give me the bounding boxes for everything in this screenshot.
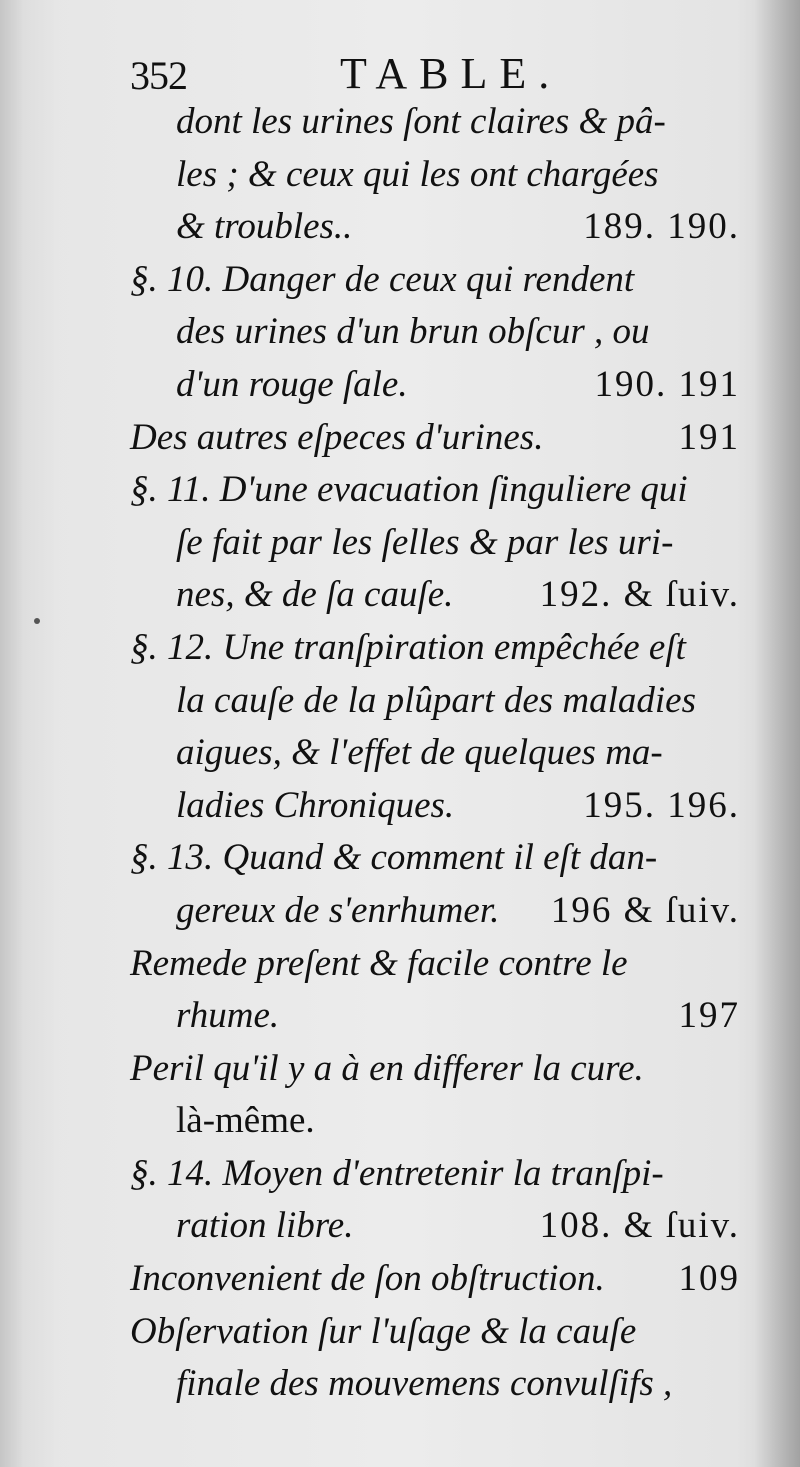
toc-page-ref: 192. & ſuiv. xyxy=(539,574,740,616)
toc-line-text: là-même. xyxy=(176,1100,315,1142)
running-title: TABLE. xyxy=(340,49,562,98)
toc-line-text: nes, & de ſa cauſe. xyxy=(176,574,454,616)
toc-line-text: dont les urines ſont claires & pâ- xyxy=(176,101,666,142)
toc-line-text: Remede preſent & facile contre le xyxy=(130,942,628,984)
toc-line xyxy=(130,149,740,202)
toc-line xyxy=(130,885,740,938)
toc-page-ref: 190. 191 xyxy=(594,363,740,405)
toc-line xyxy=(130,464,740,517)
toc-line-text: ſe fait par les ſelles & par les uri- xyxy=(176,521,674,563)
toc-line xyxy=(130,1095,740,1148)
toc-line xyxy=(130,622,740,675)
toc-line-text: §. 13. Quand & comment il eſt dan- xyxy=(130,837,658,879)
toc-line-text: la cauſe de la plûpart des maladies xyxy=(176,679,696,721)
toc-line-text: Inconvenient de ſon obſtruction. xyxy=(130,1258,605,1300)
toc-line xyxy=(130,1306,740,1359)
toc-line xyxy=(130,412,740,465)
toc-line-text: ration libre. xyxy=(176,1205,354,1247)
toc-line-text: §. 12. Une tranſpiration empêchée eſt xyxy=(130,626,686,668)
toc-line xyxy=(130,1148,740,1201)
page-gutter-shadow xyxy=(0,0,60,1467)
toc-line-text: ladies Chroniques. xyxy=(176,784,455,826)
toc-line xyxy=(130,96,740,149)
toc-page-ref: 197 xyxy=(678,995,740,1037)
toc-page-ref: 195. 196. xyxy=(583,784,740,826)
toc-line-text: §. 14. Moyen d'entretenir la tranſpi- xyxy=(130,1152,664,1194)
toc-line xyxy=(130,359,740,412)
toc-line xyxy=(130,990,740,1043)
toc-line xyxy=(130,569,740,622)
table-of-contents xyxy=(130,96,740,1411)
toc-line-text: des urines d'un brun obſcur , ou xyxy=(176,311,650,353)
page-edge-shadow xyxy=(754,0,800,1467)
toc-line xyxy=(130,517,740,570)
toc-line-text: & troubles.. xyxy=(176,206,353,248)
toc-page-ref: 189. 190. xyxy=(583,206,740,248)
toc-line-text: Des autres eſpeces d'urines. xyxy=(130,416,544,458)
toc-line xyxy=(130,1200,740,1253)
toc-line-text: §. 10. Danger de ceux qui rendent xyxy=(130,258,635,300)
toc-line xyxy=(130,675,740,728)
toc-page-ref: 109 xyxy=(678,1258,740,1300)
toc-line xyxy=(130,1358,740,1411)
toc-line xyxy=(130,832,740,885)
toc-line-text: §. 11. D'une evacuation ſinguliere qui xyxy=(130,469,688,511)
toc-page-ref: 108. & ſuiv. xyxy=(539,1205,740,1247)
toc-page-ref: 191 xyxy=(678,416,740,458)
toc-page-ref: 196 & ſuiv. xyxy=(550,889,740,931)
toc-line-text: rhume. xyxy=(176,995,280,1037)
page-header xyxy=(130,46,770,96)
toc-line xyxy=(130,201,740,254)
toc-line-text: les ; & ceux qui les ont chargées xyxy=(176,153,659,195)
paper-speck xyxy=(34,618,40,624)
toc-line-text: d'un rouge ſale. xyxy=(176,363,408,405)
toc-line xyxy=(130,727,740,780)
toc-line-text: gereux de s'enrhumer. xyxy=(176,889,500,931)
toc-line-text: Peril qu'il y a à en differer la cure. xyxy=(130,1047,644,1089)
toc-line-text: aigues, & l'effet de quelques ma- xyxy=(176,732,663,774)
toc-line xyxy=(130,306,740,359)
page-number: 352 xyxy=(130,53,187,98)
toc-line-text: Obſervation ſur l'uſage & la cauſe xyxy=(130,1310,637,1352)
toc-line xyxy=(130,254,740,307)
toc-line-text: finale des mouvemens convulſifs , xyxy=(176,1363,673,1405)
toc-line xyxy=(130,938,740,991)
toc-line xyxy=(130,1043,740,1096)
toc-line xyxy=(130,1253,740,1306)
toc-line xyxy=(130,780,740,833)
